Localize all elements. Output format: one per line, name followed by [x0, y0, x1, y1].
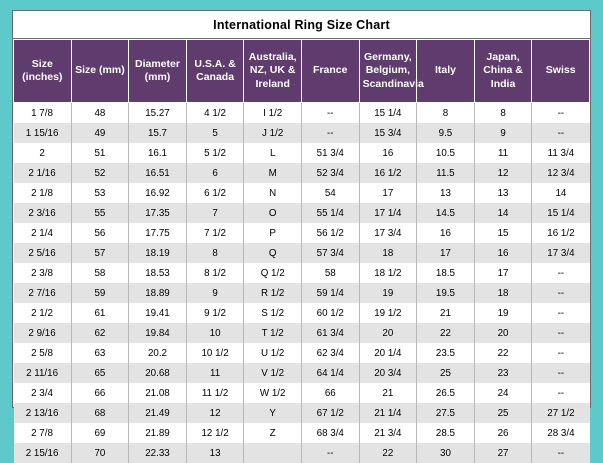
- table-cell: 27 1/2: [532, 403, 590, 423]
- table-cell: 17 3/4: [532, 243, 590, 263]
- table-cell: --: [532, 263, 590, 283]
- table-cell: --: [532, 363, 590, 383]
- table-cell: 19: [474, 303, 532, 323]
- table-cell: 2 1/4: [14, 223, 72, 243]
- table-row: [14, 423, 590, 443]
- table-row: [14, 103, 590, 124]
- table-row: [14, 363, 590, 383]
- table-cell: --: [532, 343, 590, 363]
- table-cell: 66: [71, 383, 129, 403]
- table-cell: --: [301, 123, 359, 143]
- table-cell: 10 1/2: [186, 343, 244, 363]
- table-cell: 27.5: [417, 403, 475, 423]
- table-cell: 2 13/16: [14, 403, 72, 423]
- table-cell: 51 3/4: [301, 143, 359, 163]
- table-cell: 66: [301, 383, 359, 403]
- table-cell: 2 3/4: [14, 383, 72, 403]
- table-cell: 21 3/4: [359, 423, 417, 443]
- table-cell: 2 3/8: [14, 263, 72, 283]
- table-cell: 10.5: [417, 143, 475, 163]
- table-cell: 17: [417, 243, 475, 263]
- table-cell: Y: [244, 403, 302, 423]
- table-row: [14, 223, 590, 243]
- table-cell: 14: [532, 183, 590, 203]
- table-cell: 22: [474, 343, 532, 363]
- table-cell: M: [244, 163, 302, 183]
- table-cell: 2 5/16: [14, 243, 72, 263]
- table-cell: 16.1: [129, 143, 187, 163]
- table-cell: 9 1/2: [186, 303, 244, 323]
- table-cell: 9: [186, 283, 244, 303]
- table-cell: 17 3/4: [359, 223, 417, 243]
- table-cell: 19.41: [129, 303, 187, 323]
- table-header-row: [14, 40, 590, 103]
- column-header-label: Germany, Belgium, Scandinavia: [363, 51, 424, 89]
- table-cell: 21.49: [129, 403, 187, 423]
- table-cell: 18.53: [129, 263, 187, 283]
- table-cell: 24: [474, 383, 532, 403]
- table-cell: 12: [186, 403, 244, 423]
- table-cell: 12: [474, 163, 532, 183]
- table-cell: 15 1/4: [532, 203, 590, 223]
- table-row: [14, 443, 590, 463]
- table-cell: 13: [474, 183, 532, 203]
- column-header-japan-china-india: [474, 40, 532, 103]
- table-cell: 48: [71, 103, 129, 124]
- table-cell: 1 15/16: [14, 123, 72, 143]
- column-header-size-mm: [71, 40, 129, 103]
- table-row: [14, 183, 590, 203]
- table-row: [14, 323, 590, 343]
- table-cell: 21: [359, 383, 417, 403]
- column-header-diameter-mm: [129, 40, 187, 103]
- table-cell: --: [532, 103, 590, 124]
- column-header-italy: [417, 40, 475, 103]
- table-cell: 21: [417, 303, 475, 323]
- table-cell: 11.5: [417, 163, 475, 183]
- column-header-label: Diameter (mm): [135, 58, 180, 83]
- table-cell: 70: [71, 443, 129, 463]
- table-cell: 18: [474, 283, 532, 303]
- table-cell: 2 1/2: [14, 303, 72, 323]
- table-cell: 7 1/2: [186, 223, 244, 243]
- table-cell: 16: [474, 243, 532, 263]
- table-cell: --: [532, 303, 590, 323]
- table-cell: 51: [71, 143, 129, 163]
- table-header: [14, 40, 590, 103]
- table-cell: 9: [474, 123, 532, 143]
- table-cell: 16.92: [129, 183, 187, 203]
- table-cell: 55: [71, 203, 129, 223]
- table-cell: 21.08: [129, 383, 187, 403]
- table-cell: Q: [244, 243, 302, 263]
- table-cell: 16 1/2: [532, 223, 590, 243]
- table-row: [14, 343, 590, 363]
- table-cell: 2 9/16: [14, 323, 72, 343]
- table-cell: 15 1/4: [359, 103, 417, 124]
- table-cell: 18 1/2: [359, 263, 417, 283]
- table-cell: 16: [417, 223, 475, 243]
- column-header-label: Size (mm): [75, 64, 125, 76]
- table-cell: 2 15/16: [14, 443, 72, 463]
- table-cell: 68 3/4: [301, 423, 359, 443]
- column-header-germany-belgium-scandinavia: [359, 40, 417, 103]
- table-cell: 20 1/4: [359, 343, 417, 363]
- table-cell: 11 3/4: [532, 143, 590, 163]
- table-cell: 26.5: [417, 383, 475, 403]
- table-row: [14, 143, 590, 163]
- table-cell: 56 1/2: [301, 223, 359, 243]
- table-cell: R 1/2: [244, 283, 302, 303]
- table-cell: 1 7/8: [14, 103, 72, 124]
- table-cell: 18.19: [129, 243, 187, 263]
- table-cell: 2 7/16: [14, 283, 72, 303]
- table-row: [14, 283, 590, 303]
- table-cell: 11: [186, 363, 244, 383]
- column-header-swiss: [532, 40, 590, 103]
- table-cell: W 1/2: [244, 383, 302, 403]
- column-header-usa-canada: [186, 40, 244, 103]
- table-cell: 10: [186, 323, 244, 343]
- column-header-label: Size (inches): [22, 58, 62, 83]
- table-cell: [244, 443, 302, 463]
- table-cell: 60 1/2: [301, 303, 359, 323]
- table-cell: 9.5: [417, 123, 475, 143]
- table-cell: 65: [71, 363, 129, 383]
- table-cell: 16: [359, 143, 417, 163]
- table-cell: 13: [186, 443, 244, 463]
- table-cell: 4 1/2: [186, 103, 244, 124]
- table-cell: 20: [474, 323, 532, 343]
- table-row: [14, 303, 590, 323]
- table-cell: 16.51: [129, 163, 187, 183]
- column-header-size-inches: [14, 40, 72, 103]
- table-cell: Q 1/2: [244, 263, 302, 283]
- table-cell: 6: [186, 163, 244, 183]
- table-cell: --: [301, 103, 359, 124]
- table-cell: 19.5: [417, 283, 475, 303]
- table-cell: 7: [186, 203, 244, 223]
- table-cell: 22: [417, 323, 475, 343]
- table-cell: 11 1/2: [186, 383, 244, 403]
- table-cell: 58: [71, 263, 129, 283]
- table-cell: 64 1/4: [301, 363, 359, 383]
- table-cell: 17: [474, 263, 532, 283]
- table-cell: 2 11/16: [14, 363, 72, 383]
- table-cell: 20.68: [129, 363, 187, 383]
- page-title: International Ring Size Chart: [13, 11, 590, 39]
- table-cell: 15 3/4: [359, 123, 417, 143]
- table-cell: --: [301, 443, 359, 463]
- table-cell: N: [244, 183, 302, 203]
- table-cell: 52 3/4: [301, 163, 359, 183]
- table-cell: 53: [71, 183, 129, 203]
- table-cell: 8: [474, 103, 532, 124]
- table-cell: V 1/2: [244, 363, 302, 383]
- table-cell: 8 1/2: [186, 263, 244, 283]
- table-cell: 2 1/8: [14, 183, 72, 203]
- table-cell: 17 1/4: [359, 203, 417, 223]
- table-cell: I 1/2: [244, 103, 302, 124]
- table-cell: 58: [301, 263, 359, 283]
- table-cell: 67 1/2: [301, 403, 359, 423]
- table-row: [14, 263, 590, 283]
- table-cell: 19.84: [129, 323, 187, 343]
- table-cell: 17.35: [129, 203, 187, 223]
- table-row: [14, 203, 590, 223]
- table-cell: --: [532, 283, 590, 303]
- table-cell: 57 3/4: [301, 243, 359, 263]
- table-cell: 20: [359, 323, 417, 343]
- table-cell: 15.7: [129, 123, 187, 143]
- table-cell: 18.5: [417, 263, 475, 283]
- table-cell: P: [244, 223, 302, 243]
- table-cell: 21.89: [129, 423, 187, 443]
- table-cell: 22: [359, 443, 417, 463]
- table-cell: 23: [474, 363, 532, 383]
- table-cell: 12 1/2: [186, 423, 244, 443]
- column-header-label: France: [313, 64, 347, 76]
- ring-size-chart: [12, 10, 591, 408]
- table-cell: 61 3/4: [301, 323, 359, 343]
- table-cell: 16 1/2: [359, 163, 417, 183]
- table-cell: 2 7/8: [14, 423, 72, 443]
- table-row: [14, 163, 590, 183]
- table-cell: 20.2: [129, 343, 187, 363]
- column-header-australia-nz-uk-ireland: [244, 40, 302, 103]
- table-cell: --: [532, 123, 590, 143]
- table-cell: 69: [71, 423, 129, 443]
- table-cell: 27: [474, 443, 532, 463]
- table-cell: 14.5: [417, 203, 475, 223]
- table-cell: 61: [71, 303, 129, 323]
- table-cell: 2 5/8: [14, 343, 72, 363]
- column-header-label: Italy: [435, 64, 456, 76]
- table-cell: O: [244, 203, 302, 223]
- table-cell: 5 1/2: [186, 143, 244, 163]
- table-cell: 15.27: [129, 103, 187, 124]
- table-cell: 28 3/4: [532, 423, 590, 443]
- table-row: [14, 403, 590, 423]
- table-cell: 54: [301, 183, 359, 203]
- table-cell: 28.5: [417, 423, 475, 443]
- table-cell: 30: [417, 443, 475, 463]
- table-cell: 56: [71, 223, 129, 243]
- table-cell: 62: [71, 323, 129, 343]
- table-row: [14, 123, 590, 143]
- table-cell: 23.5: [417, 343, 475, 363]
- table-cell: J 1/2: [244, 123, 302, 143]
- table-cell: 12 3/4: [532, 163, 590, 183]
- table-cell: 57: [71, 243, 129, 263]
- table-cell: 22.33: [129, 443, 187, 463]
- column-header-label: Australia, NZ, UK & Ireland: [249, 51, 297, 89]
- table-cell: 17.75: [129, 223, 187, 243]
- table-cell: 49: [71, 123, 129, 143]
- table-cell: 11: [474, 143, 532, 163]
- table-cell: 25: [417, 363, 475, 383]
- table-cell: 5: [186, 123, 244, 143]
- table-cell: S 1/2: [244, 303, 302, 323]
- table-body: [14, 103, 590, 463]
- table-cell: 17: [359, 183, 417, 203]
- column-header-label: Japan, China & India: [483, 51, 523, 89]
- table-cell: 13: [417, 183, 475, 203]
- column-header-france: [301, 40, 359, 103]
- table-cell: 2 3/16: [14, 203, 72, 223]
- table-cell: 59: [71, 283, 129, 303]
- table-cell: 18: [359, 243, 417, 263]
- column-header-label: U.S.A. & Canada: [194, 58, 235, 83]
- column-header-label: Swiss: [546, 64, 576, 76]
- table-cell: 8: [186, 243, 244, 263]
- table-cell: 2: [14, 143, 72, 163]
- table-cell: --: [532, 443, 590, 463]
- table-cell: 52: [71, 163, 129, 183]
- table-cell: T 1/2: [244, 323, 302, 343]
- table-cell: 21 1/4: [359, 403, 417, 423]
- table-cell: 19: [359, 283, 417, 303]
- table-cell: 26: [474, 423, 532, 443]
- table-cell: 25: [474, 403, 532, 423]
- table-row: [14, 243, 590, 263]
- table-cell: --: [532, 323, 590, 343]
- table-cell: 18.89: [129, 283, 187, 303]
- table-cell: 20 3/4: [359, 363, 417, 383]
- table-cell: 68: [71, 403, 129, 423]
- table-cell: 55 1/4: [301, 203, 359, 223]
- table-cell: Z: [244, 423, 302, 443]
- table-cell: 14: [474, 203, 532, 223]
- ring-size-table: [13, 39, 590, 463]
- table-cell: 15: [474, 223, 532, 243]
- table-cell: 8: [417, 103, 475, 124]
- table-cell: U 1/2: [244, 343, 302, 363]
- table-cell: --: [532, 383, 590, 403]
- table-cell: 19 1/2: [359, 303, 417, 323]
- table-cell: 62 3/4: [301, 343, 359, 363]
- table-cell: 63: [71, 343, 129, 363]
- table-cell: L: [244, 143, 302, 163]
- table-cell: 2 1/16: [14, 163, 72, 183]
- table-row: [14, 383, 590, 403]
- table-cell: 6 1/2: [186, 183, 244, 203]
- table-cell: 59 1/4: [301, 283, 359, 303]
